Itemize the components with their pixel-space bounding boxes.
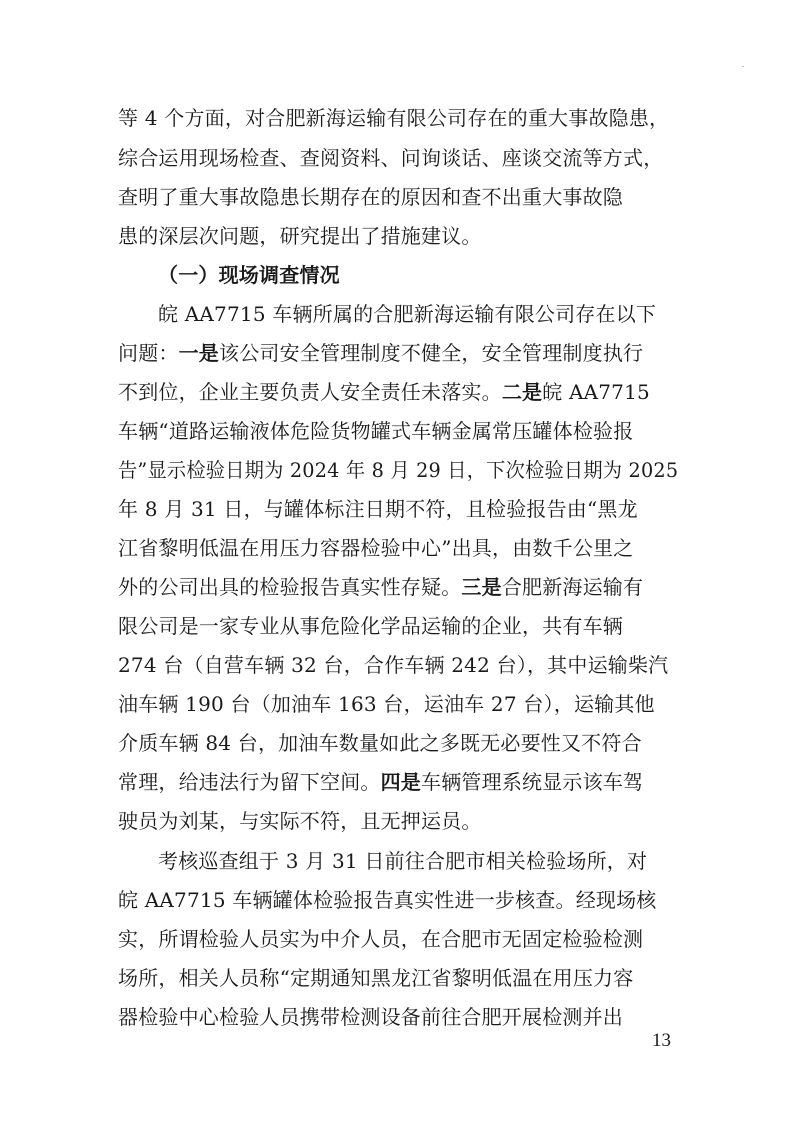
- text-line: [118, 770, 678, 794]
- text-line: 限公司是一家专业从事危险化学品运输的企业，共有车辆: [118, 614, 623, 638]
- text-run: 问题：: [118, 341, 179, 365]
- text-line: 介质车辆 84 台，加油车数量如此之多既无必要性又不符合: [118, 731, 642, 755]
- emphasis-first: 一是: [178, 341, 220, 365]
- text-line: 油车辆 190 台（加油车 163 台，运油车 27 台），运输其他: [118, 692, 655, 716]
- text-line: 实，所谓检验人员实为中介人员，在合肥市无固定检验检测: [118, 927, 644, 951]
- text-line: 皖 AA7715 车辆所属的合肥新海运输有限公司存在以下: [158, 302, 657, 326]
- text-line: 驶员为刘某，与实际不符，且无押运员。: [118, 809, 482, 833]
- text-line: 车辆“道路运输液体危险货物罐式车辆金属常压罐体检验报: [118, 419, 634, 443]
- text-line: [118, 575, 678, 599]
- text-line: 告”显示检验日期为 2024 年 8 月 29 日，下次检验日期为 2025: [118, 458, 679, 482]
- text-run: 车辆管理系统显示该车驾: [421, 770, 644, 794]
- text-line: 274 台（自营车辆 32 台，合作车辆 242 台），其中运输柴汽: [118, 653, 669, 677]
- text-line: 年 8 月 31 日，与罐体标注日期不符，且检验报告由“黑龙: [118, 497, 638, 521]
- section-heading: （一）现场调查情况: [158, 263, 340, 287]
- text-run: 皖 AA7715: [542, 380, 650, 404]
- scan-speck: [742, 66, 744, 67]
- text-line: 场所，相关人员称“定期通知黑龙江省黎明低温在用压力容: [118, 966, 634, 990]
- text-line: 器检验中心检验人员携带检测设备前往合肥开展检测并出: [118, 1005, 623, 1029]
- text-line: 考核巡查组于 3 月 31 日前往合肥市相关检验场所，对: [158, 849, 648, 873]
- text-line: [118, 380, 678, 404]
- text-line: 查明了重大事故隐患长期存在的原因和查不出重大事故隐: [118, 185, 623, 209]
- text-line: 江省黎明低温在用压力容器检验中心”出具，由数千公里之: [118, 536, 634, 560]
- text-line: 综合运用现场检查、查阅资料、问询谈话、座谈交流等方式，: [118, 146, 664, 170]
- text-line: 皖 AA7715 车辆罐体检验报告真实性进一步核查。经现场核: [118, 888, 657, 912]
- text-run: 常理，给违法行为留下空间。: [118, 770, 381, 794]
- text-run: 外的公司出具的检验报告真实性存疑。: [118, 575, 462, 599]
- text-line: 等 4 个方面，对合肥新海运输有限公司存在的重大事故隐患，: [118, 106, 670, 130]
- emphasis-fourth: 四是: [380, 770, 422, 794]
- emphasis-second: 二是: [501, 380, 543, 404]
- text-run: 该公司安全管理制度不健全，安全管理制度执行: [219, 341, 644, 365]
- text-line: [118, 341, 678, 365]
- text-run: 不到位，企业主要负责人安全责任未落实。: [118, 380, 502, 404]
- page-number: 13: [652, 1030, 671, 1051]
- text-line: 患的深层次问题，研究提出了措施建议。: [118, 224, 482, 248]
- text-run: 合肥新海运输有: [501, 575, 644, 599]
- emphasis-third: 三是: [461, 575, 502, 599]
